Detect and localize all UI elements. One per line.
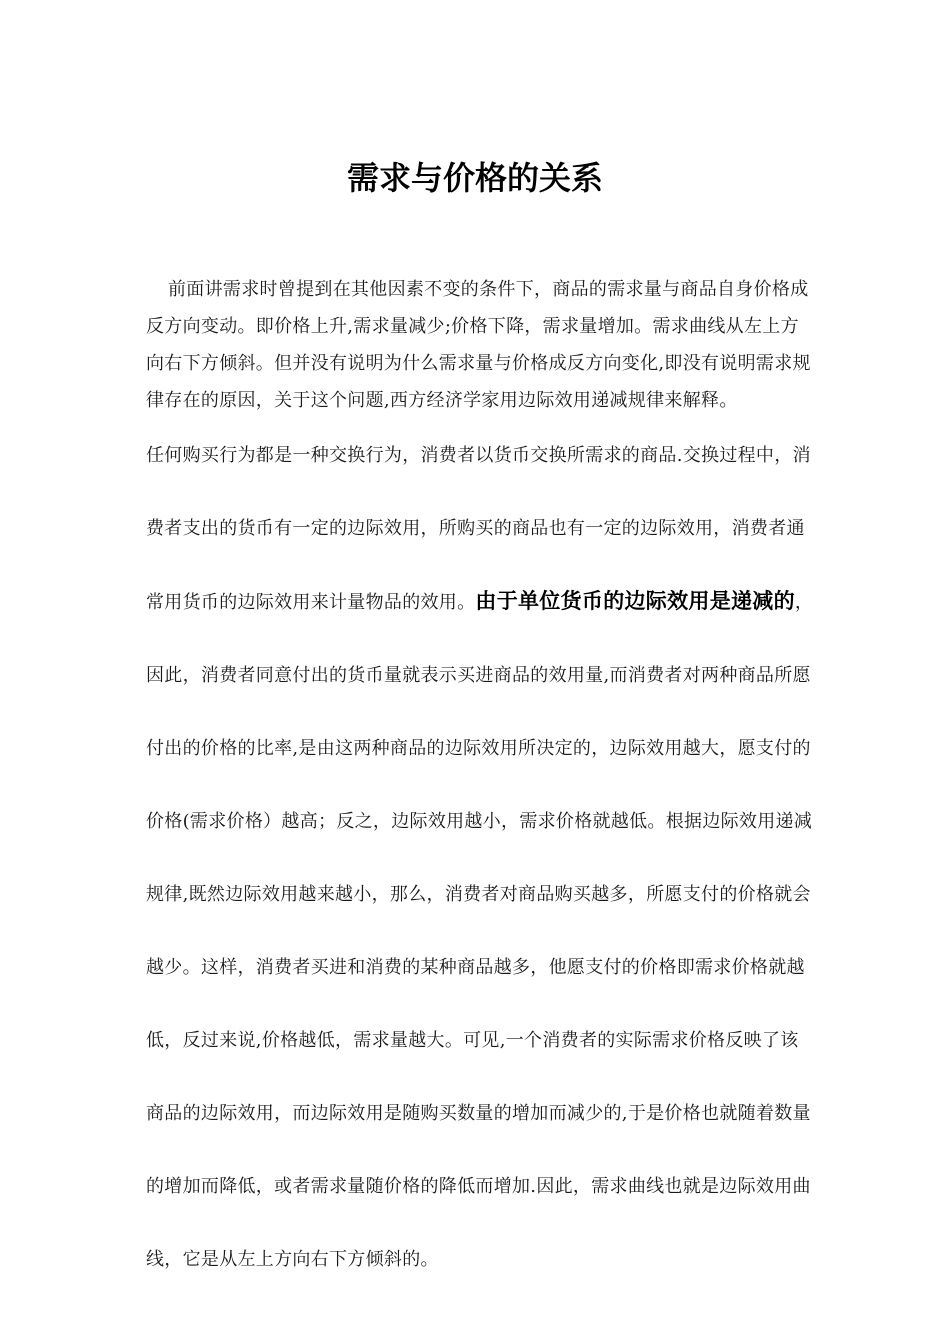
paragraph-1: 前面讲需求时曾提到在其他因素不变的条件下，商品的需求量与商品自身价格成反方向变动。即价格上升,需求量减少;价格下降，需求量增加。需求曲线从左上方向右下方倾斜。但并没有说明为什么需求量与价格成反方向变化,即没有说明需求规律存在的原因，关于这个问题,西方经济学家用边际效用递减规律来解释。 (146, 279, 811, 411)
paragraph-2-rest: ，因此，消费者同意付出的货币量就表示买进商品的效用量,而消费者对两种商品所愿付出的价格的比率,是由这两种商品的边际效用所决定的，边际效用越大，愿支付的价格(需求价格）越高；反之，边际效用越小，需求价格就越低。根据边际效用递减规律,既然边际效用越来越小，那么，消费者对商品购买越多，所愿支付的价格就会越少。这样，消费者买进和消费的某种商品越多，他愿支付的价格即需求价格就越低，反过来说,价格越低，需求量越大。可见,一个消费者的实际需求价格反映了该商品的边际效用，而边际效用是随购买数量的增加而减少的,于是价格也就随着数量的增加而降低，或者需求量随价格的降低而增加.因此，需求曲线也就是边际效用曲线，它是从左上方向右下方倾斜的。 (146, 592, 814, 1270)
paragraph-2-lead: 任何购买行为都是一种交换行为，消费者以货币交换所需求的商品.交换过程中，消费者支出的货币有一定的边际效用，所购买的商品也有一定的边际效用，消费者通常用货币的边际效用来计量物品的效用。 (146, 445, 811, 613)
document-body (146, 271, 814, 1296)
paragraph-2 (146, 419, 814, 1296)
emphasized-text: 由于单位货币的边际效用是递减的 (475, 589, 795, 613)
document-title: 需求与价格的关系 (346, 159, 603, 197)
